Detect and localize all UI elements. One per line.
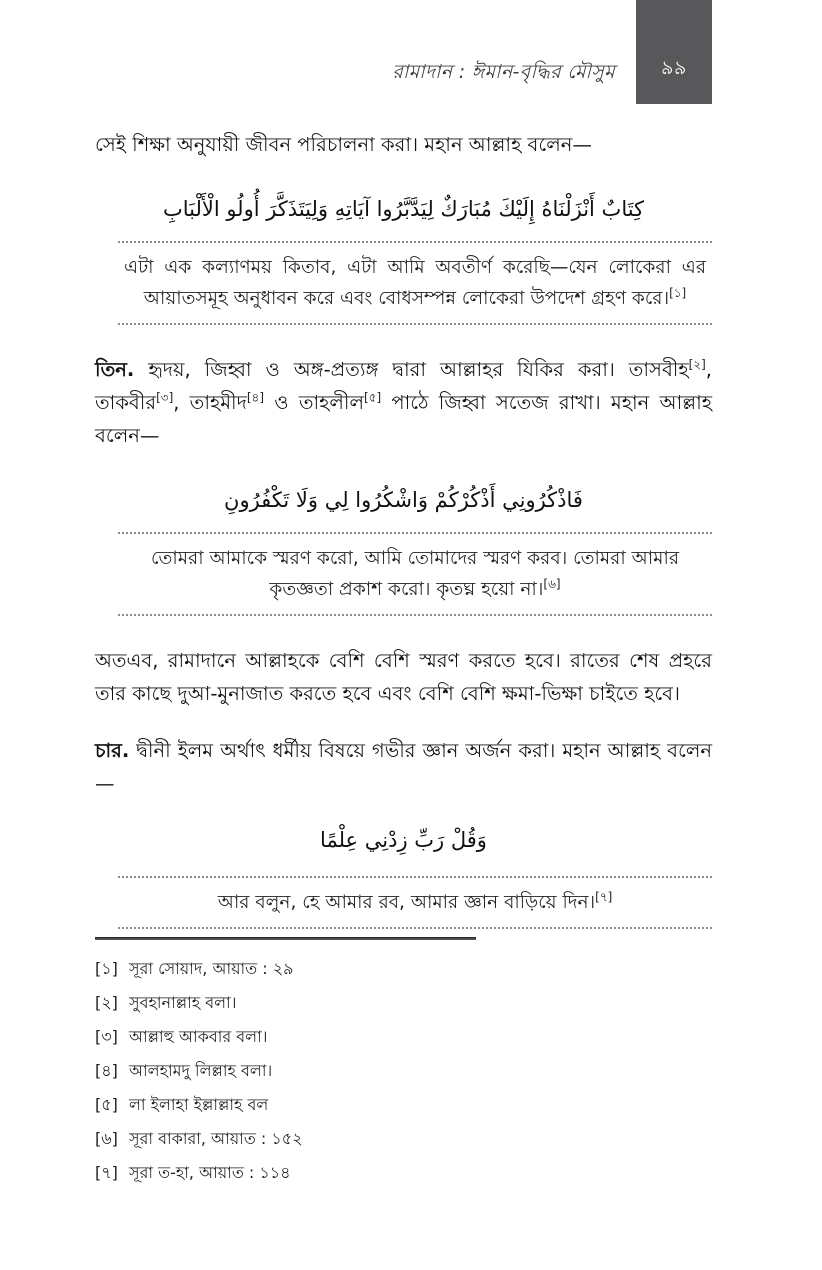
footnote-list xyxy=(95,958,712,1184)
section-four-text: দ্বীনী ইলম অর্থাৎ ধর্মীয় বিষয়ে গভীর জ্ঞান অর্জন করা। মহান আল্লাহ বলেন— xyxy=(95,739,712,795)
quote-translation-1-text: এটা এক কল্যাণময় কিতাব, এটা আমি অবতীর্ণ করেছি—যেন লোকেরা এর আয়াতসমূহ অনুধাবন করে এবং বোধসম্পন্ন লোকেরা উপদেশ গ্রহণ করে। xyxy=(124,257,706,309)
footnote-item xyxy=(95,1026,712,1048)
footnote-ref-7: [৭] xyxy=(595,889,613,904)
closing-paragraph: অতএব, রামাদানে আল্লাহকে বেশি বেশি স্মরণ করতে হবে। রাতের শেষ প্রহরে তার কাছে দুআ-মুনাজাত করতে হবে এবং বেশি বেশি ক্ষমা-ভিক্ষা চাইতে হবে। xyxy=(95,649,712,705)
section-three-part4: ও তাহলীল xyxy=(264,391,364,414)
footnote-text: সূরা ত-হা, আয়াত : ১১৪ xyxy=(129,1163,291,1182)
page-content xyxy=(95,128,712,1196)
footnote-marker: [৩] xyxy=(95,1027,118,1046)
quote-translation-3 xyxy=(118,887,712,918)
section-three-part2: , তাকবীর xyxy=(95,358,712,414)
section-four-number: চার. xyxy=(95,739,130,762)
footnote-item xyxy=(95,1060,712,1082)
section-three-part5: পাঠে জিহ্বা সতেজ রাখা। মহান আল্লাহ বলেন— xyxy=(95,391,712,447)
footnote-text: আলহামদু লিল্লাহ বলা। xyxy=(129,1061,273,1080)
footnote-marker: [৭] xyxy=(95,1163,118,1182)
opening-paragraph: সেই শিক্ষা অনুযায়ী জীবন পরিচালনা করা। মহান আল্লাহ বলেন— xyxy=(95,133,592,156)
footnote-item xyxy=(95,1128,712,1150)
footnote-ref-6: [৬] xyxy=(543,576,561,591)
section-three-part1: হৃদয়, জিহ্বা ও অঙ্গ-প্রত্যঙ্গ দ্বারা আল্লাহর যিকির করা। তাসবীহ xyxy=(134,358,689,381)
footnote-ref-3: [৩] xyxy=(156,390,174,405)
quote-block-3-bottom-dotted-rule xyxy=(118,927,712,929)
footnote-marker: [২] xyxy=(95,993,118,1012)
arabic-verse-2: فَاذْكُرُونِي أَذْكُرْكُمْ وَاشْكُرُوا لِي وَلَا تَكْفُرُونِ xyxy=(224,488,583,512)
page-number-box xyxy=(636,0,712,104)
quote-block-1 xyxy=(118,241,712,325)
arabic-verse-1: كِتَابٌ أَنْزَلْنَاهُ إِلَيْكَ مُبَارَكٌ لِيَدَّبَّرُوا آيَاتِهِ وَلِيَتَذَكَّرَ أُولُو الْأَلْبَابِ xyxy=(162,197,645,221)
footnote-item xyxy=(95,1094,712,1116)
section-three-paragraph xyxy=(95,353,712,452)
footnote-separator-rule xyxy=(95,937,476,940)
quote-translation-2-line2 xyxy=(118,574,712,605)
footnote-ref-4: [৪] xyxy=(246,390,265,405)
footnote-marker: [৬] xyxy=(95,1129,118,1148)
footnote-marker: [১] xyxy=(95,959,118,978)
quote-block-3 xyxy=(118,876,712,927)
footnote-item xyxy=(95,992,712,1014)
footnote-text: সূরা সোয়াদ, আয়াত : ২৯ xyxy=(129,959,294,978)
running-head: রামাদান : ঈমান-বৃদ্ধির মৌসুম xyxy=(392,61,615,83)
footnote-marker: [৪] xyxy=(95,1061,118,1080)
footnote-text: সূরা বাকারা, আয়াত : ১৫২ xyxy=(129,1129,303,1148)
footnote-text: লা ইলাহা ইল্লাল্লাহ বল xyxy=(129,1095,269,1114)
section-three-part3: , তাহমীদ xyxy=(173,391,247,414)
section-four-paragraph xyxy=(95,734,712,800)
footnote-item xyxy=(95,958,712,980)
footnote-ref-2: [২] xyxy=(688,357,706,372)
page-number: ৯৯ xyxy=(661,57,687,79)
footnote-marker: [৫] xyxy=(95,1095,118,1114)
footnote-text: আল্লাহু আকবার বলা। xyxy=(129,1027,268,1046)
footnote-ref-5: [৫] xyxy=(364,390,382,405)
footnote-text: সুবহানাল্লাহ বলা। xyxy=(129,993,237,1012)
quote-translation-1 xyxy=(118,252,712,314)
arabic-verse-3: وَقُلْ رَبِّ زِدْنِي عِلْمًا xyxy=(320,828,487,852)
section-three-number: তিন. xyxy=(95,358,135,381)
footnote-item xyxy=(95,1162,712,1184)
quote-block-2 xyxy=(118,532,712,616)
quote-translation-2-text: কৃতজ্ঞতা প্রকাশ করো। কৃতঘ্ন হয়ো না। xyxy=(269,579,544,600)
footnote-ref-1: [১] xyxy=(669,285,687,300)
quote-translation-3-text: আর বলুন, হে আমার রব, আমার জ্ঞান বাড়িয়ে দিন। xyxy=(217,892,596,913)
quote-translation-2-line1: তোমরা আমাকে স্মরণ করো, আমি তোমাদের স্মরণ করব। তোমরা আমার xyxy=(151,548,679,569)
